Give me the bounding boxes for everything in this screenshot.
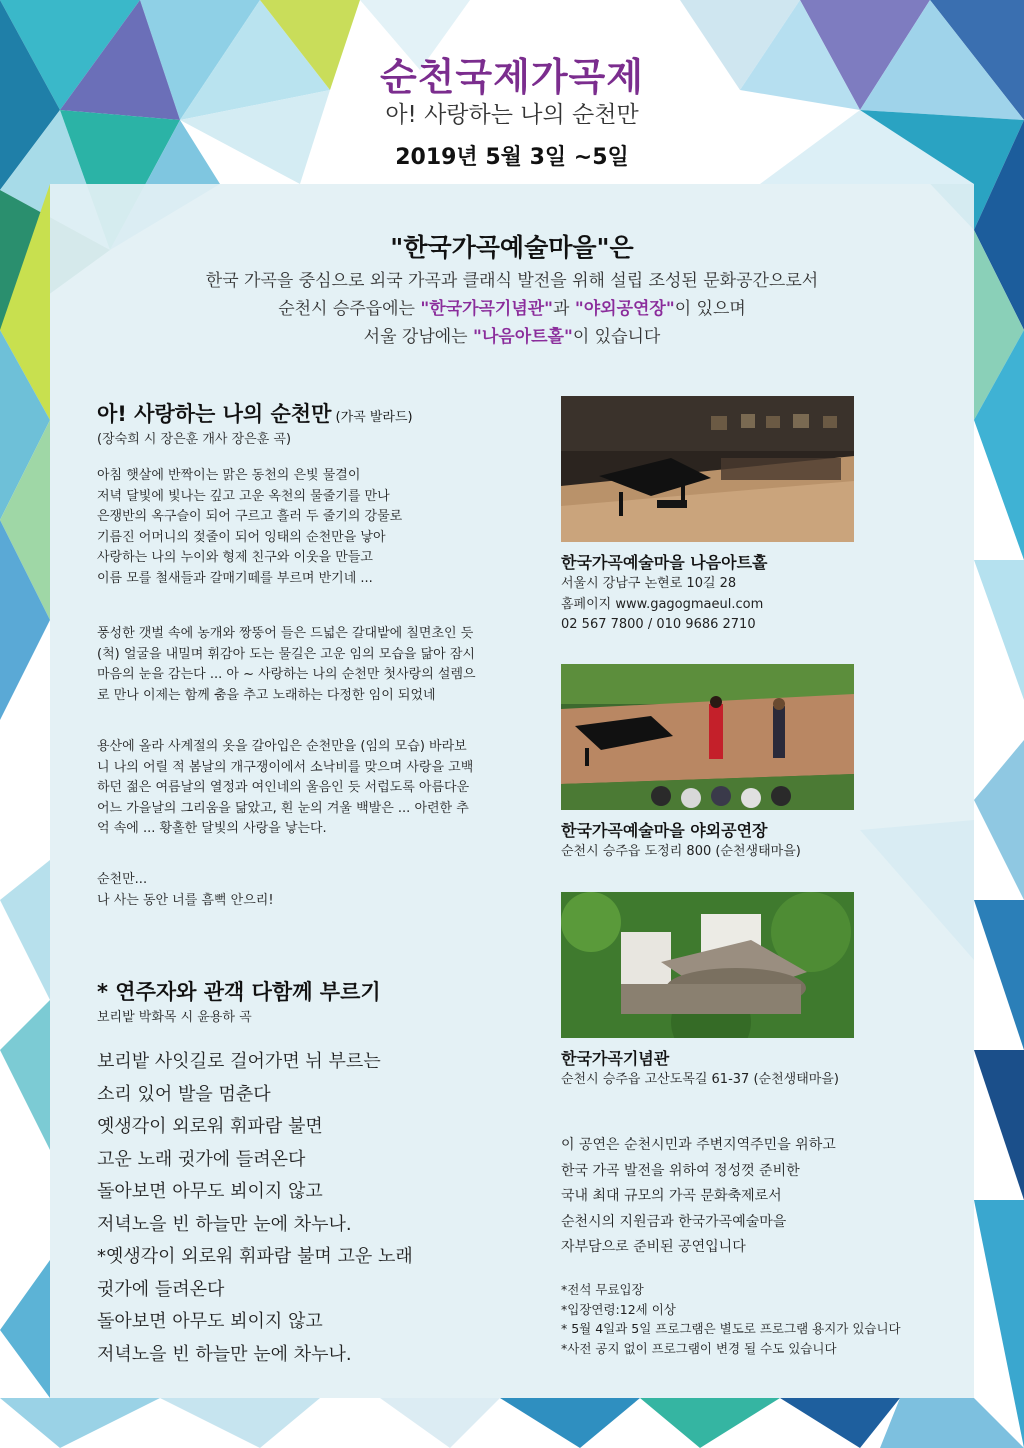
venue-name-art-hall: 한국가곡예술마을 나음아트홀 bbox=[561, 553, 768, 572]
note-line: *사전 공지 없이 프로그램이 변경 될 수도 있습니다 bbox=[561, 1340, 837, 1356]
song-genre: (가곡 발라드) bbox=[331, 410, 413, 425]
lyric-line: 보리밭 사잇길로 걸어가면 뉘 부르는 bbox=[97, 1051, 381, 1072]
venue-name-outdoor-stage: 한국가곡예술마을 야외공연장 bbox=[561, 821, 768, 840]
lyric-line: 옛생각이 외로워 휘파람 불면 bbox=[97, 1116, 323, 1137]
song-title bbox=[97, 398, 413, 428]
song-paragraph-4 bbox=[97, 870, 517, 911]
venue-info-outdoor-stage bbox=[561, 842, 801, 863]
singalong-lyrics bbox=[97, 1046, 413, 1371]
venue-homepage: 홈페이지 www.gagogmaeul.com bbox=[561, 596, 764, 612]
song-credit: (장숙희 시 장은훈 개사 장은훈 곡) bbox=[97, 432, 292, 447]
intro-line-2-pre: 순천시 승주읍에는 bbox=[278, 299, 421, 319]
lyric-line: 귓가에 들려온다 bbox=[97, 1278, 225, 1300]
venue-name-memorial-hall: 한국가곡기념관 bbox=[561, 1049, 670, 1068]
intro-line-2-post: 이 있으며 bbox=[674, 299, 746, 319]
highlight-memorial-hall: "한국가곡기념관" bbox=[420, 299, 554, 319]
venue-phone: 02 567 7800 / 010 9686 2710 bbox=[561, 617, 756, 632]
text-line: 이름 모를 철새들과 갈매기떼를 부르며 반기네 ... bbox=[97, 570, 373, 586]
song-title-text: 아! 사랑하는 나의 순천만 bbox=[97, 402, 332, 426]
text-line: 사랑하는 나의 누이와 형제 친구와 이웃을 만들고 bbox=[97, 550, 373, 566]
text-line: 용산에 올라 사계절의 옷을 갈아입은 순천만을 (임의 모습) 바라보 bbox=[97, 739, 467, 754]
venue-address: 순천시 승주읍 고산도목길 61-37 (순천생태마을) bbox=[561, 1072, 839, 1087]
venue-address: 순천시 승주읍 도정리 800 (순천생태마을) bbox=[561, 844, 801, 859]
lyric-line: 저녁노을 빈 하늘만 눈에 차누나. bbox=[97, 1213, 352, 1235]
text-line: 순천만... bbox=[97, 872, 148, 887]
note-line: *전석 무료입장 bbox=[561, 1282, 644, 1297]
notice-line: 순천시의 지원금과 한국가곡예술마을 bbox=[561, 1213, 787, 1230]
lyric-line: 고운 노래 귓가에 들려온다 bbox=[97, 1148, 306, 1170]
text-line: 나 사는 동안 너를 흠뻑 안으리! bbox=[97, 892, 274, 908]
singalong-credit: 보리밭 박화목 시 윤용하 곡 bbox=[97, 1010, 252, 1025]
text-line: 하던 젊은 여름날의 열정과 여인네의 울음인 듯 서럽도록 아름다운 bbox=[97, 780, 470, 796]
intro-heading: "한국가곡예술마을"은 bbox=[390, 233, 634, 262]
notice-line: 국내 최대 규모의 가곡 문화축제로서 bbox=[561, 1188, 782, 1204]
text-line: 마음의 눈을 감는다 ... 아 ~ 사랑하는 나의 순천만 첫사랑의 설렘으 bbox=[97, 667, 476, 683]
text-line: (척) 얼굴을 내밀며 휘감아 도는 물길은 고운 임의 모습을 닮아 잠시 bbox=[97, 646, 475, 662]
notice-line: 자부담으로 준비된 공연입니다 bbox=[561, 1239, 746, 1255]
lyric-line: 돌아보면 아무도 뵈이지 않고 bbox=[97, 1311, 323, 1332]
lyric-line: 저녁노을 빈 하늘만 눈에 차누나. bbox=[97, 1343, 352, 1365]
admission-notes bbox=[561, 1280, 901, 1358]
text-line: 풍성한 갯벌 속에 농개와 짱뚱어 들은 드넓은 갈대밭에 칠면초인 듯 bbox=[97, 626, 474, 641]
intro-line-3-post: 이 있습니다 bbox=[572, 327, 661, 347]
note-line: * 5월 4일과 5일 프로그램은 별도로 프로그램 용지가 있습니다 bbox=[561, 1321, 901, 1336]
text-line: 아침 햇살에 반짝이는 맑은 동천의 은빛 물결이 bbox=[97, 468, 361, 483]
lyric-line: 소리 있어 발을 멈춘다 bbox=[97, 1083, 271, 1105]
song-paragraph-1 bbox=[97, 466, 517, 590]
text-line: 저녁 달빛에 빛나는 깊고 고운 옥천의 물줄기를 만나 bbox=[97, 488, 390, 504]
intro-line-2-mid: 과 bbox=[553, 299, 575, 319]
memorial-hall-photo bbox=[561, 892, 854, 1038]
note-line: *입장연령:12세 이상 bbox=[561, 1301, 676, 1317]
performance-notice bbox=[561, 1133, 836, 1261]
singalong-heading: * 연주자와 관객 다함께 부르기 bbox=[97, 980, 381, 1004]
intro-line-1: 한국 가곡을 중심으로 외국 가곡과 클래식 발전을 위해 설립 조성된 문화공간으로서 bbox=[205, 271, 819, 291]
art-hall-photo bbox=[561, 396, 854, 542]
lyric-line: *옛생각이 외로워 휘파람 불며 고운 노래 bbox=[97, 1246, 413, 1267]
text-line: 억 속에 ... 황홀한 달빛의 사랑을 낳는다. bbox=[97, 821, 327, 837]
highlight-art-hall: "나음아트홀" bbox=[473, 327, 573, 347]
song-paragraph-3 bbox=[97, 737, 517, 840]
text-line: 로 만나 이제는 함께 춤을 추고 노래하는 다정한 임이 되었네 bbox=[97, 687, 436, 703]
venue-info-art-hall bbox=[561, 574, 763, 636]
intro-line-3 bbox=[0, 322, 1024, 347]
text-line: 어느 가을날의 그리움을 닮았고, 흰 눈의 겨울 백발은 ... 아련한 추 bbox=[97, 800, 469, 816]
festival-dates: 2019년 5월 3일 ~5일 bbox=[395, 145, 629, 170]
song-paragraph-2 bbox=[97, 624, 517, 706]
intro-line-2 bbox=[0, 294, 1024, 319]
festival-subtitle: 아! 사랑하는 나의 순천만 bbox=[385, 102, 639, 128]
intro-line-3-pre: 서울 강남에는 bbox=[363, 327, 473, 347]
venue-address: 서울시 강남구 논현로 10길 28 bbox=[561, 576, 737, 591]
text-line: 기름진 어머니의 젖줄이 되어 잉태의 순천만을 낳아 bbox=[97, 529, 386, 545]
text-line: 은쟁반의 옥구슬이 되어 구르고 흘러 두 줄기의 강물로 bbox=[97, 509, 403, 525]
notice-line: 한국 가곡 발전을 위하여 정성껏 준비한 bbox=[561, 1162, 800, 1179]
notice-line: 이 공연은 순천시민과 주변지역주민을 위하고 bbox=[561, 1137, 836, 1153]
text-line: 니 나의 어릴 적 봄날의 개구쟁이에서 소낙비를 맞으며 사랑을 고백 bbox=[97, 759, 474, 775]
venue-info-memorial-hall bbox=[561, 1070, 839, 1091]
lyric-line: 돌아보면 아무도 뵈이지 않고 bbox=[97, 1181, 323, 1202]
highlight-outdoor-stage: "야외공연장" bbox=[574, 299, 675, 319]
outdoor-stage-photo bbox=[561, 664, 854, 810]
festival-title: 순천국제가곡제 bbox=[380, 55, 644, 99]
